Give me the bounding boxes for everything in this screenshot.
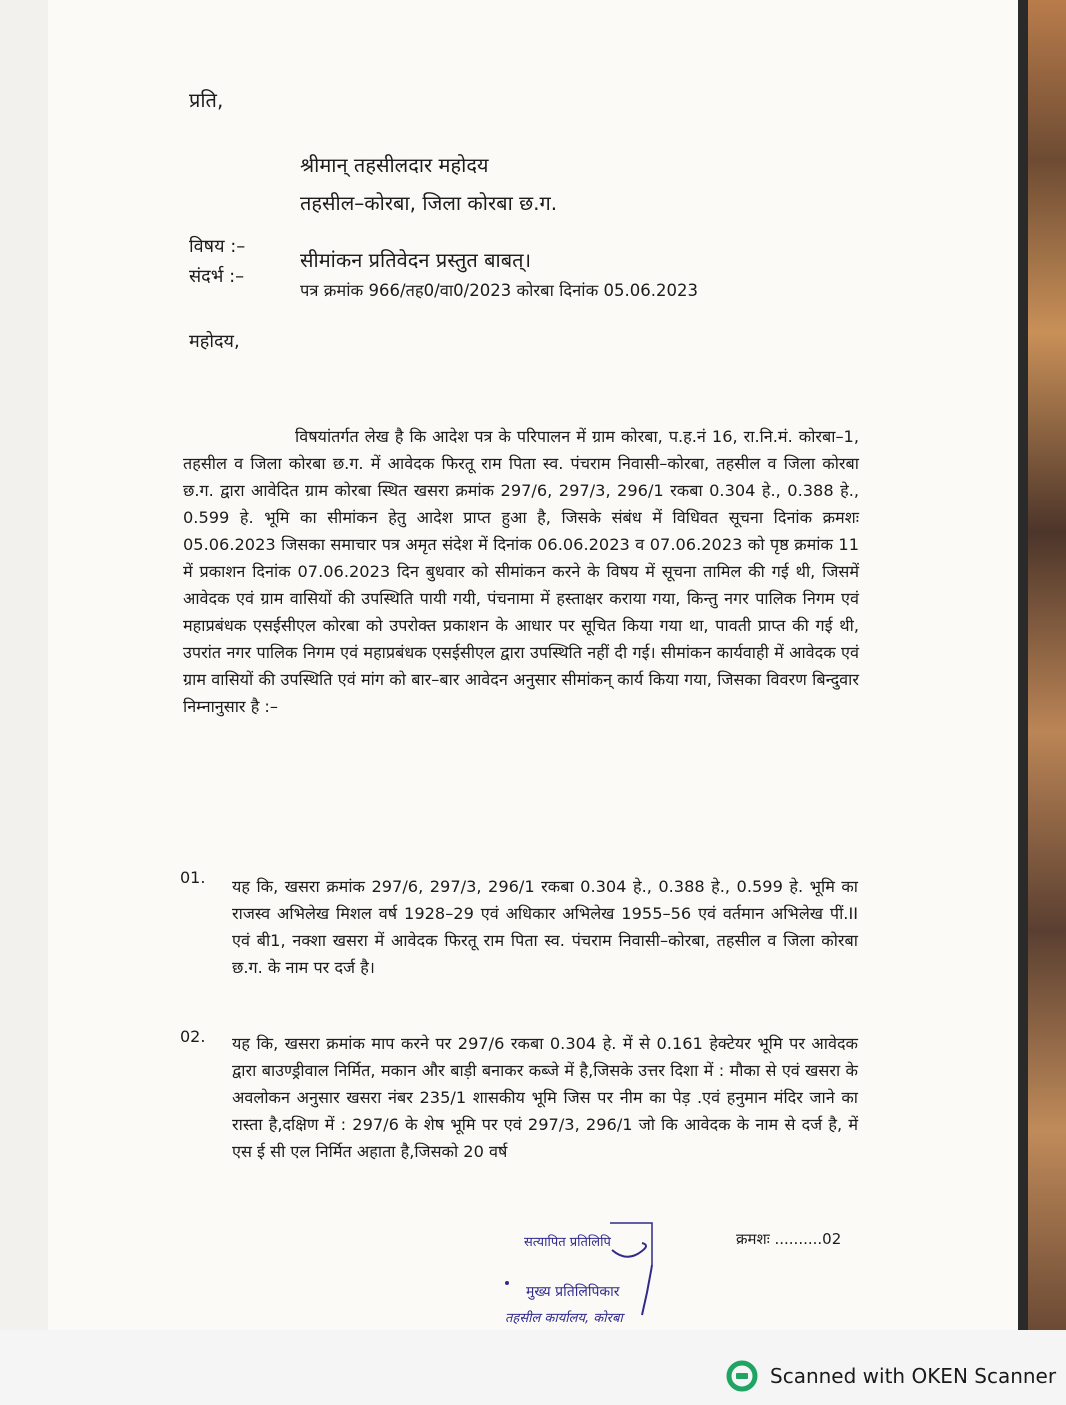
- scanner-text: Scanned with OKEN Scanner: [770, 1364, 1057, 1388]
- background-fabric: [1028, 0, 1066, 1330]
- salutation: महोदय,: [189, 331, 240, 352]
- subject-label: विषय :–: [189, 236, 246, 257]
- scan-edge: [1018, 0, 1028, 1330]
- stamp-line-1: सत्यापित प्रतिलिपि: [524, 1235, 611, 1250]
- scanner-watermark: [726, 1360, 1056, 1392]
- continuation-mark: क्रमशः ..........02: [736, 1230, 842, 1248]
- stamp-line-3: तहसील कार्यालय, कोरबा: [505, 1311, 623, 1326]
- item-text-02: यह कि, खसरा क्रमांक माप करने पर 297/6 रकबा 0.304 हे. में से 0.161 हेक्टेयर भूमि पर आवेदक द्वारा बाउण्ड्रीवाल निर्मित, मकान और बाड़ी बनाकर कब्जे में है,जिसके उत्तर दिशा में : मौका से एवं खसरा के अवलोकन अनुसार खसरा नंबर 235/1 शासकीय भूमि जिस पर नीम का पेड़ .एवं हनुमान मंदिर जाने का रास्ता है,दक्षिण में : 297/6 के शेष भूमि पर एवं 297/3, 296/1 जो कि आवेदक के नाम से दर्ज है, में एस ई सी एल निर्मित अहाता है,जिसको 20 वर्ष: [232, 1034, 858, 1161]
- item-text-01: यह कि, खसरा क्रमांक 297/6, 297/3, 296/1 रकबा 0.304 हे., 0.388 हे., 0.599 हे. भूमि का राजस्व अभिलेख मिशल वर्ष 1928–29 एवं अधिकार अभिलेख 1955–56 एवं वर्तमान अभिलेख पीं.II एवं बी1, नक्शा खसरा में आवेदक फिरतू राम पिता स्व. पंचराम निवासी–कोरबा, तहसील व जिला कोरबा छ.ग. के नाम पर दर्ज है।: [232, 877, 858, 977]
- oken-scanner-logo-icon: [726, 1360, 758, 1392]
- subject-text: सीमांकन प्रतिवेदन प्रस्तुत बाबत्।: [300, 248, 532, 272]
- stamp-line-2: मुख्य प्रतिलिपिकार: [526, 1284, 620, 1300]
- item-number-02: 02.: [180, 1027, 206, 1046]
- reference-label: संदर्भ :–: [189, 266, 245, 287]
- addressee-line1: श्रीमान् तहसीलदार महोदय: [300, 153, 489, 177]
- to-label: प्रति,: [189, 88, 224, 112]
- addressee-line2: तहसील–कोरबा, जिला कोरबा छ.ग.: [300, 191, 558, 215]
- body-paragraph: विषयांतर्गत लेख है कि आदेश पत्र के परिपालन में ग्राम कोरबा, प.ह.नं 16, रा.नि.मं. कोरबा–1, तहसील व जिला कोरबा छ.ग. में आवेदक फिरतू राम पिता स्व. पंचराम निवासी–कोरबा, तहसील व जिला कोरबा छ.ग. द्वारा आवेदित ग्राम कोरबा स्थित खसरा क्रमांक 297/6, 297/3, 296/1 रकबा 0.304 हे., 0.388 हे., 0.599 हे. भूमि का सीमांकन हेतु आदेश प्राप्त हुआ है, जिसके संबंध में विधिवत सूचना दिनांक क्रमशः 05.06.2023 जिसका समाचार पत्र अमृत संदेश में दिनांक 06.06.2023 व 07.06.2023 को पृष्ठ क्रमांक 11 में प्रकाशन दिनांक 07.06.2023 दिन बुधवार को सीमांकन करने के विषय में सूचना तामिल की गई थी, जिसमें आवेदक एवं ग्राम वासियों की उपस्थिति पायी गयी, पंचनामा में हस्ताक्षर कराया गया, किन्तु नगर पालिक निगम एवं महाप्रबंधक एसईसीएल कोरबा को उपरोक्त प्रकाशन के आधार पर सूचित किया गया था, पावती प्राप्त की गई थी, उपरांत नगर पालिक निगम एवं महाप्रबंधक एसईसीएल द्वारा उपस्थिति नहीं दी गई। सीमांकन कार्यवाही में आवेदक एवं ग्राम वासियों की उपस्थिति एवं मांग को बार–बार आवेदन अनुसार सीमांकन् कार्य किया गया, जिसका विवरण बिन्दुवार निम्नानुसार है :–: [183, 427, 859, 716]
- reference-text: पत्र क्रमांक 966/तह0/वा0/2023 कोरबा दिनांक 05.06.2023: [300, 281, 698, 300]
- item-number-01: 01.: [180, 868, 206, 887]
